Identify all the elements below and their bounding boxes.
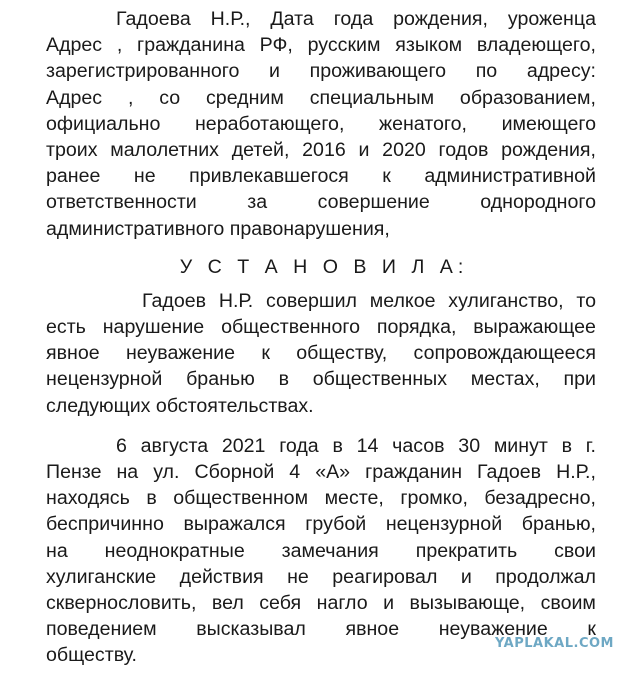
text-line: троих малолетних детей, 2016 и 2020 годов рождения, [46, 138, 596, 161]
text-line: 6 августа 2021 года в 14 часов 30 минут в г. [116, 434, 596, 457]
text-line: сквернословить, вел себя нагло и вызывающе, своим [46, 591, 596, 614]
text-line: ранее не привлекавшегося к административной [46, 165, 596, 188]
text-line: есть нарушение общественного порядка, выражающее [46, 316, 596, 339]
text-line: Гадоев Н.Р. совершил мелкое хулиганство, то [142, 289, 596, 312]
text-line: беспричинно выражался грубой нецензурной бранью, [46, 513, 596, 536]
text-line: Гадоева Н.Р., Дата года рождения, уроженца [116, 8, 596, 30]
text-line: находясь в общественном месте, громко, безадресно, [46, 487, 596, 510]
text-line: явное неуважение к обществу, сопровождающееся [46, 342, 596, 365]
heading-established: У С Т А Н О В И Л А: [179, 255, 469, 278]
text-line: официально неработающего, женатого, имеющего [46, 112, 596, 135]
text-line: зарегистрированного и проживающего по адресу: [46, 60, 596, 83]
paragraph-defendant-info [46, 6, 596, 242]
document-body [46, 6, 596, 669]
text-line: Пензе на ул. Сборной 4 «А» гражданин Гадоев Н.Р., [46, 461, 596, 483]
text-line: на неоднократные замечания прекратить свои [46, 539, 596, 562]
text-line: административного правонарушения, [46, 217, 390, 240]
paragraph-offense [46, 288, 596, 419]
text-line: поведением высказывал явное неуважение к [46, 618, 596, 641]
text-line: ответственности за совершение однородного [46, 191, 596, 214]
paragraph-circumstances [46, 433, 596, 669]
text-line: нецензурной бранью в общественных местах, при [46, 368, 596, 391]
text-line: следующих обстоятельствах. [46, 394, 314, 417]
text-line: Адрес , со средним специальным образованием, [46, 86, 596, 109]
text-line: хулиганские действия не реагировал и продолжал [46, 565, 596, 588]
text-line: обществу. [46, 644, 137, 667]
watermark-logo: YAPLAKAL.COM [495, 636, 614, 651]
text-line: Адрес , гражданина РФ, русским языком владеющего, [46, 34, 596, 57]
